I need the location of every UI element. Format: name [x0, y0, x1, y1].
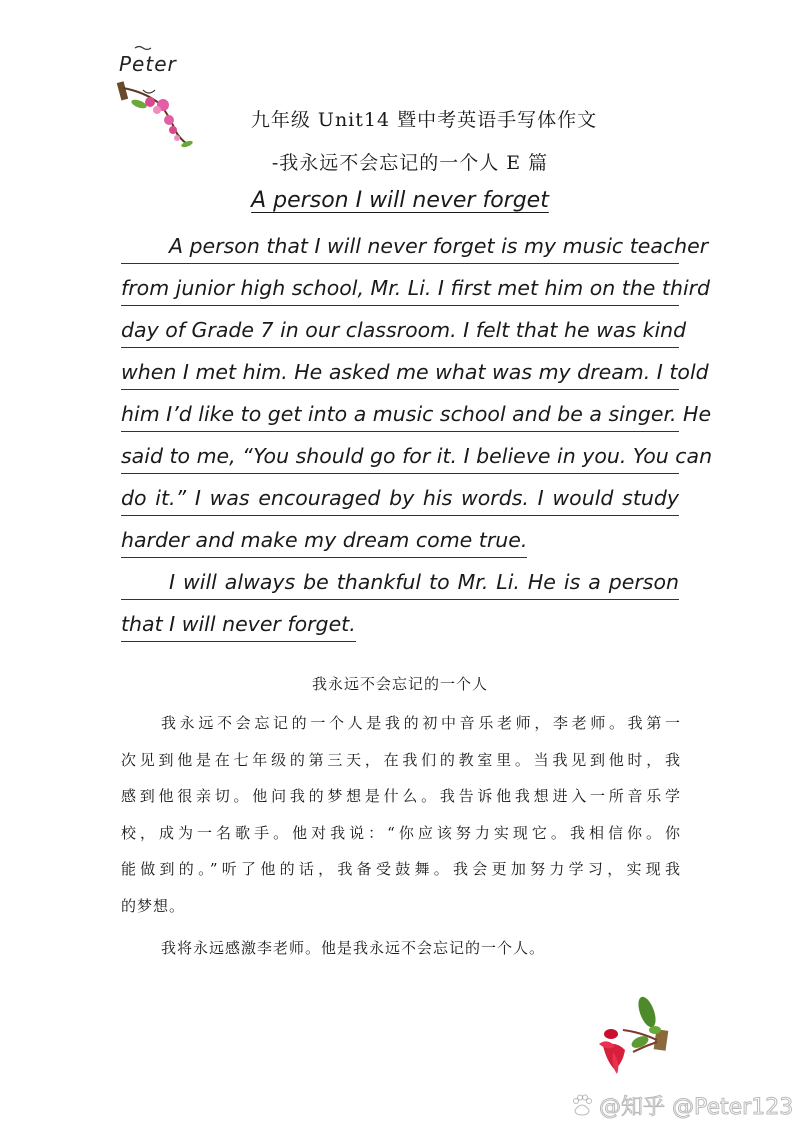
english-essay: [121, 228, 713, 648]
translation-line: 次见到他是在七年级的第三天，在我们的教室里。当我见到他时，我: [121, 750, 681, 769]
essay-line: harder and make my dream come true.: [121, 522, 527, 558]
essay-title-en: [0, 188, 800, 213]
translation-line: 校，成为一名歌手。他对我说：“你应该努力实现它。我相信你。你: [121, 823, 681, 842]
essay-title-en-text: A person I will never forget: [251, 188, 549, 213]
essay-line: do it.” I was encouraged by his words. I would study: [121, 480, 679, 516]
essay-line: day of Grade 7 in our classroom. I felt that he was kind: [121, 312, 679, 348]
translation-title: 我永远不会忘记的一个人: [311, 675, 488, 693]
essay-line: that I will never forget.: [121, 606, 356, 642]
document-subtitle: -我永远不会忘记的一个人 E 篇: [271, 152, 549, 174]
translation-line: 的梦想。: [121, 896, 186, 915]
translation-line: 感到他很亲切。他问我的梦想是什么。我告诉他我想进入一所音乐学: [121, 787, 681, 805]
translation-line: 能做到的。”听了他的话，我备受鼓舞。我会更加努力学习，实现我: [121, 860, 681, 878]
essay-line: I will always be thankful to Mr. Li. He is a person: [121, 564, 679, 600]
translation-line: 我将永远感激李老师。他是我永远不会忘记的一个人。: [161, 939, 546, 957]
chinese-translation: [121, 708, 681, 970]
watermark-text: @知乎 @Peter123: [599, 1094, 794, 1120]
essay-line: A person that I will never forget is my music teacher: [121, 228, 679, 264]
watermark: [571, 1090, 793, 1120]
translation-line: 我永远不会忘记的一个人是我的初中音乐老师，李老师。我第一: [161, 714, 681, 732]
logo-text: Peter: [119, 52, 177, 76]
peter-logo: [105, 42, 205, 157]
red-flower-branch-icon: [595, 990, 695, 1085]
essay-line: from junior high school, Mr. Li. I first met him on the third: [121, 270, 679, 306]
document-title: 九年级 Unit14 暨中考英语手写体作文: [250, 109, 598, 131]
essay-line: him I’d like to get into a music school and be a singer. He: [121, 396, 679, 432]
baidu-paw-icon: [571, 1094, 593, 1116]
essay-line: when I met him. He asked me what was my dream. I told: [121, 354, 679, 390]
essay-line: said to me, “You should go for it. I believe in you. You can: [121, 438, 679, 474]
